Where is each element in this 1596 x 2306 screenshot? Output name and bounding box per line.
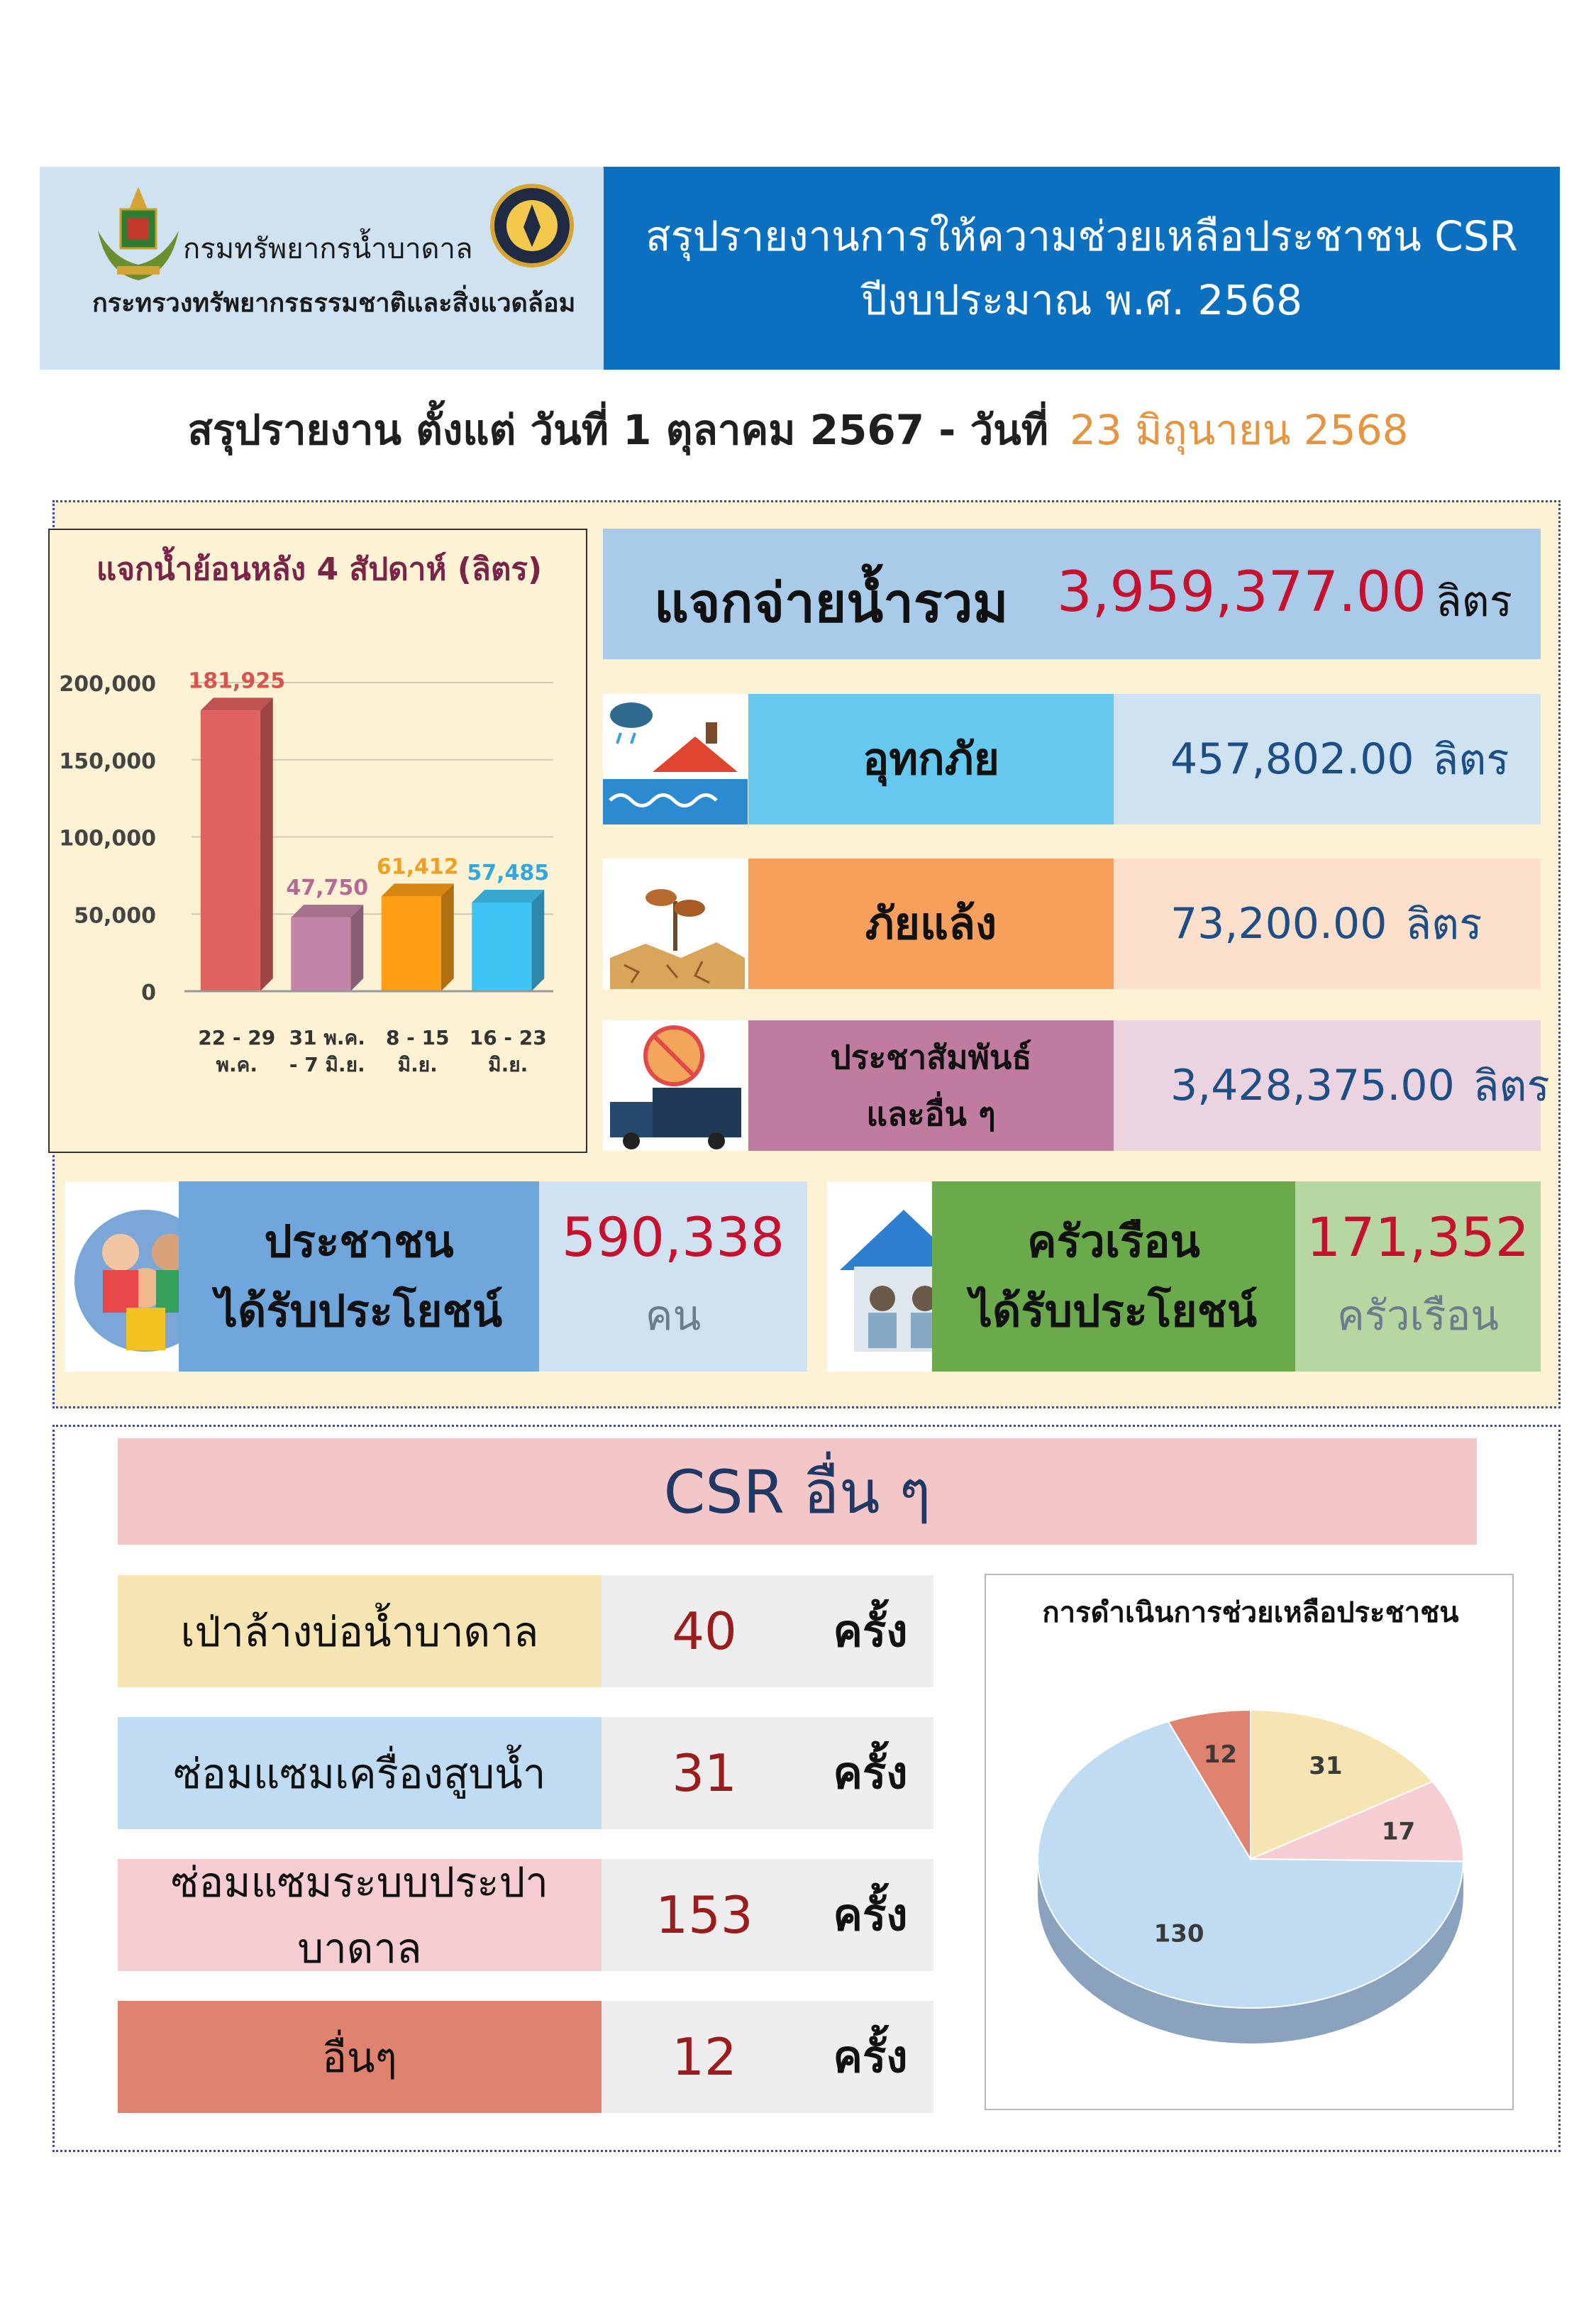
bar-x-tick-label: 22 - 29 [198,1026,276,1049]
category-value-pr-number: 3,428,375.00 [1170,1061,1455,1110]
csr-count-pump-repair: 31 [672,1743,737,1803]
department-name: กรมทรัพยากรน้ำบาดาล [183,233,473,265]
csr-count-well-flushing: 40 [672,1601,737,1661]
csr-label-well-flushing: เป่าล้างบ่อน้ำบาดาล [118,1575,602,1687]
flood-house-icon [603,694,748,824]
pie-chart-title: การดำเนินการช่วยเหลือประชาชน [1042,1596,1459,1629]
bar [382,896,441,991]
bar-x-tick-label: พ.ค. [216,1053,257,1076]
csr-count-cell [602,2001,933,2113]
bar [472,903,531,991]
bar-y-tick-label: 100,000 [59,826,156,851]
pie-chart-plot [986,1575,1515,2112]
csr-label-pump-repair: ซ่อมแซมเครื่องสูบน้ำ [118,1717,602,1829]
csr-unit-well-flushing: ครั้ง [833,1605,908,1657]
bar-side [350,905,363,991]
category-value-drought-number: 73,200.00 [1170,899,1387,949]
household-beneficiary-label-line2: ได้รับประโยชน์ [970,1285,1258,1337]
weekly-bar-chart [48,529,587,1153]
bar [201,710,260,991]
bar-y-tick-label: 0 [141,981,156,1005]
bar [291,917,350,991]
category-value-pr [1114,1020,1550,1151]
bar-value-label: 47,750 [286,876,369,901]
fiscal-year: ปีงบประมาณ พ.ศ. 2568 [860,276,1303,324]
pie-slice-label: 17 [1381,1817,1416,1846]
csr-count-cell [602,1717,933,1829]
ministry-seal-icon [489,183,575,268]
drought-plant-icon [603,859,748,989]
bar-value-label: 61,412 [376,854,459,880]
csr-row-other [118,2001,933,2113]
csr-unit-water-system-repair: ครั้ง [833,1889,908,1941]
people-beneficiary-card [65,1181,807,1372]
csr-row-pump-repair [118,1717,933,1829]
csr-unit-pump-repair: ครั้ง [833,1747,908,1799]
csr-count-cell [602,1575,933,1687]
csr-count-cell [602,1859,933,1971]
category-value-drought-unit: ลิตร [1405,899,1483,949]
category-label-pr-line1: ประชาสัมพันธ์ [830,1038,1032,1076]
bar-x-tick-label: 31 พ.ค. [289,1026,365,1049]
category-label-drought: ภัยแล้ง [748,859,1114,989]
household-beneficiary-label-line1: ครัวเรือน [1027,1215,1200,1267]
csr-other-title: CSR อื่น ๆ [118,1438,1477,1545]
dept-logo-icon [92,181,184,287]
bar-top [201,697,273,710]
category-value-flood [1114,694,1541,824]
bar-x-tick-label: - 7 มิ.ย. [289,1053,365,1076]
pie-slice-label: 130 [1153,1919,1204,1948]
water-truck-icon [603,1020,748,1151]
people-beneficiary-label-line1: ประชาชน [264,1215,454,1267]
people-beneficiary-label [179,1181,539,1372]
bar-value-label: 57,485 [467,860,550,886]
category-value-pr-unit: ลิตร [1473,1061,1550,1111]
category-row-pr [603,1020,1550,1151]
category-row-flood [603,694,1541,824]
people-beneficiary-value [539,1181,807,1372]
bar-side [531,890,544,991]
report-period-prefix: สรุปรายงาน ตั้งแต่ วันที่ 1 ตุลาคม 2567 - วันที่ [187,405,1049,454]
people-beneficiary-label-line2: ได้รับประโยชน์ [215,1285,503,1337]
household-beneficiary-label [932,1181,1295,1372]
report-period [0,397,1596,461]
total-water-value: 3,959,377.00 [1057,561,1427,624]
category-value-drought [1114,859,1541,989]
bar-x-tick-label: 8 - 15 [385,1026,450,1049]
csr-count-water-system-repair: 153 [655,1885,753,1945]
bar-chart-title: แจกน้ำย้อนหลัง 4 สัปดาห์ (ลิตร) [96,551,543,587]
assistance-pie-chart [985,1574,1514,2110]
category-label-pr-line2: และอื่น ๆ [866,1095,996,1133]
people-unit: คน [645,1291,702,1340]
csr-row-well-flushing [118,1575,933,1687]
pie-slice-label: 31 [1309,1752,1343,1781]
household-count: 171,352 [1306,1206,1530,1269]
header-title-panel [604,167,1560,370]
bar-y-tick-label: 50,000 [74,903,156,929]
csr-unit-other: ครั้ง [833,2031,908,2082]
category-row-drought [603,859,1541,989]
report-title: สรุปรายงานการให้ความช่วยเหลือประชาชน CSR [645,212,1518,260]
bar-x-tick-label: มิ.ย. [488,1053,528,1076]
total-water-label: แจกจ่ายน้ำรวม [654,571,1009,634]
csr-row-water-system-repair [118,1859,933,1971]
report-end-date: 23 มิถุนายน 2568 [1070,405,1409,454]
bar-side [441,883,454,991]
csr-label-other: อื่นๆ [118,2001,602,2113]
bar-y-tick-label: 150,000 [59,749,156,774]
household-unit: ครัวเรือน [1337,1291,1499,1340]
ministry-name: กระทรวงทรัพยากรธรรมชาติและสิ่งแวดล้อม [92,289,576,318]
people-count: 590,338 [561,1206,785,1269]
pie-slice-label: 12 [1203,1740,1238,1769]
bar-side [260,697,273,991]
bar-y-tick-label: 200,000 [59,672,156,697]
csr-count-other: 12 [672,2027,737,2087]
csr-label-water-system-repair: ซ่อมแซมระบบประปาบาดาล [118,1859,602,1971]
total-water-unit: ลิตร [1436,577,1512,627]
category-label-pr [748,1020,1114,1151]
category-value-flood-unit: ลิตร [1432,734,1509,785]
household-beneficiary-value [1295,1181,1541,1372]
bar-x-tick-label: มิ.ย. [397,1053,438,1076]
bar-x-tick-label: 16 - 23 [469,1026,547,1049]
category-value-flood-number: 457,802.00 [1170,734,1414,784]
bar-value-label: 181,925 [188,668,286,694]
bar-chart-plot [50,530,589,1154]
category-label-flood: อุทกภัย [748,694,1114,824]
household-beneficiary-card [827,1181,1541,1372]
